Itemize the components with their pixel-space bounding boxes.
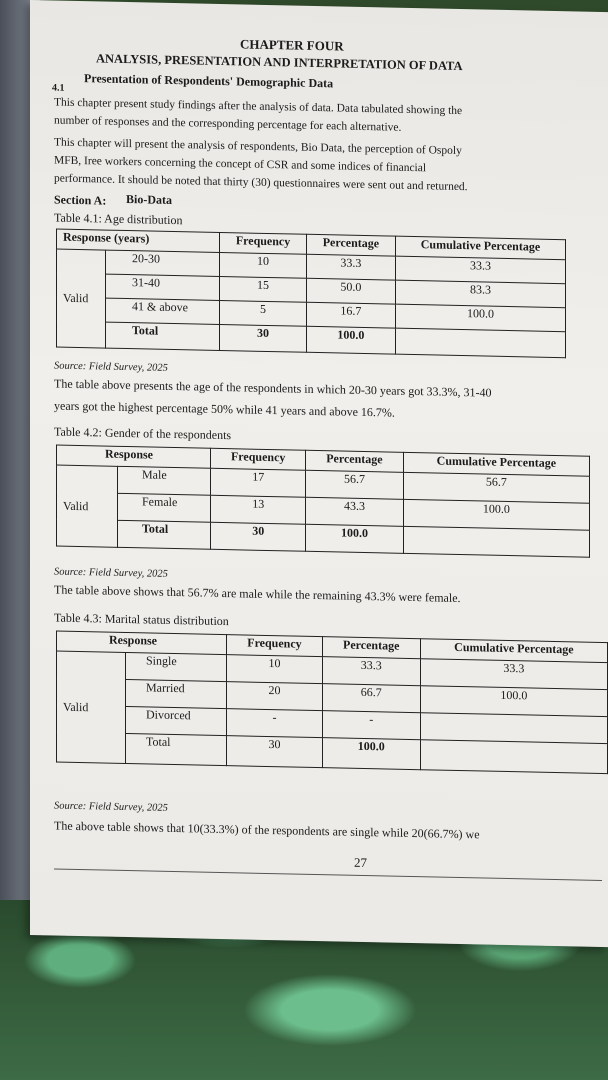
table-cell: 33.3 (306, 254, 395, 280)
table-header: Cumulative Percentage (420, 639, 607, 663)
table-header: Response (57, 445, 211, 468)
table-cell (403, 526, 589, 557)
table-cell: 13 (211, 495, 306, 524)
table3-caption: Table 4.3: Marital status distribution (54, 610, 229, 629)
table2-caption: Table 4.2: Gender of the respondents (54, 424, 232, 443)
chapter-label: CHAPTER FOUR (240, 36, 344, 54)
table-header: Frequency (220, 232, 307, 254)
table-cell: 66.7 (322, 684, 420, 713)
valid-label: Valid (57, 465, 118, 547)
table-cell: 20-30 (106, 250, 220, 276)
table2-source: Source: Field Survey, 2025 (54, 566, 168, 580)
section-title: Presentation of Respondents' Demographic Data (84, 71, 334, 91)
table-cell: 16.7 (306, 302, 395, 328)
age-table (56, 229, 566, 359)
document-page (30, 0, 608, 947)
intro-line-1: This chapter present study findings after the analysis of data. Data tabulated showing the (54, 96, 463, 118)
table-cell (420, 740, 607, 774)
table-cell (420, 713, 607, 744)
table-cell: 10 (220, 252, 307, 278)
table-header: Cumulative Percentage (395, 236, 565, 260)
intro-line-2: number of responses and the corresponding percentage for each alternative. (54, 114, 402, 134)
table-cell: 41 & above (106, 298, 220, 324)
intro-line-3: This chapter will present the analysis of respondents, Bio Data, the perception of Ospoly (54, 136, 462, 158)
table-cell: 5 (220, 300, 307, 326)
table-cell: Total (126, 734, 227, 766)
table-cell: 30 (227, 736, 322, 768)
valid-label: Valid (57, 249, 106, 348)
table-cell: 15 (220, 276, 307, 302)
valid-label: Valid (57, 651, 126, 763)
table-cell: 56.7 (403, 472, 589, 503)
table-cell: 33.3 (420, 659, 607, 690)
table-cell: Single (126, 653, 227, 682)
table1-caption: Table 4.1: Age distribution (54, 210, 183, 228)
table1-note-1: The table above presents the age of the respondents in which 20-30 years got 33.3%, 31-40 (54, 376, 492, 400)
table-cell: 33.3 (322, 657, 420, 686)
table-cell: 33.3 (395, 256, 565, 284)
table-header: Response (years) (57, 229, 220, 252)
chapter-heading: ANALYSIS, PRESENTATION AND INTERPRETATION OF DATA (96, 51, 463, 74)
table-cell: 17 (211, 468, 306, 497)
table-header: Cumulative Percentage (403, 452, 589, 476)
table3-source: Source: Field Survey, 2025 (54, 800, 168, 814)
table-header: Frequency (211, 448, 306, 470)
table-cell: 100.0 (322, 738, 420, 770)
table-header: Response (57, 631, 227, 655)
marital-table (56, 631, 608, 775)
table-header: Percentage (306, 234, 395, 256)
table-cell: Total (118, 520, 211, 549)
section-a-label: Section A: (54, 192, 107, 208)
table-cell: 100.0 (420, 686, 607, 717)
table-cell: 10 (227, 655, 322, 684)
section-number: 4.1 (52, 82, 65, 94)
table-cell: 56.7 (306, 470, 404, 499)
table-cell: 50.0 (306, 278, 395, 304)
table-cell: 30 (211, 522, 306, 551)
table3-note: The above table shows that 10(33.3%) of the respondents are single while 20(66.7%) we (54, 818, 480, 842)
gender-table (56, 445, 590, 558)
table-cell: 30 (220, 324, 307, 352)
intro-line-4: MFB, Iree workers concerning the concept of CSR and some indices of financial (54, 154, 427, 175)
table-cell: 100.0 (395, 304, 565, 332)
table-cell: 100.0 (306, 524, 404, 553)
table-header: Frequency (227, 635, 322, 657)
table-cell: - (322, 711, 420, 740)
table-cell: Married (126, 680, 227, 709)
table-header: Percentage (322, 637, 420, 659)
table-cell: Total (106, 322, 220, 350)
table-cell: 20 (227, 682, 322, 711)
table-cell: 83.3 (395, 280, 565, 308)
table-cell: 43.3 (306, 497, 404, 526)
intro-line-5: performance. It should be noted that thirty (30) questionnaires were sent out and returned. (54, 172, 468, 194)
table-cell: Male (118, 466, 211, 495)
page-number: 27 (354, 854, 367, 871)
table-cell: 100.0 (306, 326, 395, 354)
table-cell (395, 328, 565, 358)
table2-note: The table above shows that 56.7% are male while the remaining 43.3% were female. (54, 582, 461, 606)
table-cell: 31-40 (106, 274, 220, 300)
footer-rule (54, 869, 602, 881)
table-cell: Female (118, 493, 211, 522)
table-cell: 100.0 (403, 499, 589, 530)
table1-note-2: years got the highest percentage 50% while 41 years and above 16.7%. (54, 398, 395, 420)
table-cell: - (227, 709, 322, 738)
table1-source: Source: Field Survey, 2025 (54, 360, 168, 374)
table-cell: Divorced (126, 707, 227, 736)
table-header: Percentage (306, 450, 404, 472)
section-a-title: Bio-Data (126, 192, 172, 207)
